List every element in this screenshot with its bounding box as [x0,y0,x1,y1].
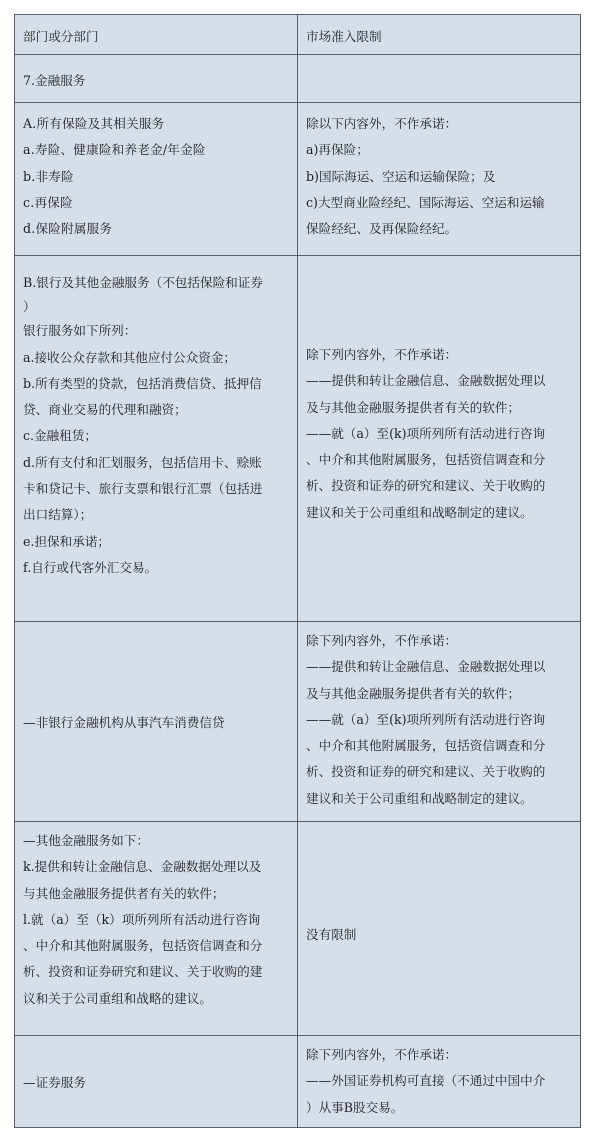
text-line: 贷、商业交易的代理和融资； [23,402,187,418]
text-line: b.非寿险 [23,168,74,184]
other-finance-limits-text: 没有限制 [306,927,357,942]
text-line: 析、投资和证券的研究和建议、关于收购的 [306,764,546,780]
text-line: ——就（a）至(k)项所列所有活动进行咨询 [306,711,546,727]
banking-sector-text [23,270,293,581]
insurance-sector-cell [14,103,298,256]
text-line: c.金融租赁； [23,428,98,444]
text-line: l.就（a）至（k）项所列所有活动进行咨询 [23,911,261,927]
text-line: ——就（a）至(k)项所列所有活动进行咨询 [306,425,546,441]
text-line: d.保险附属服务 [23,221,113,237]
text-line: A.所有保险及其相关服务 [23,116,165,131]
insurance-sector-text [23,111,293,242]
header-sector-label: 部门或分部门 [23,29,99,44]
section-title-cell [14,55,298,103]
section-title: 7.金融服务 [23,73,86,88]
text-line: ——外国证券机构可直接（不通过中国中介 [306,1073,546,1089]
text-line: 除下列内容外，不作承诺： [306,1047,458,1062]
text-line: a.接收公众存款和其他应付公众资金； [23,349,237,365]
text-line: 、中介和其他附属服务，包括资信调查和分 [23,938,263,954]
header-cell-market-access [298,14,581,55]
text-line: ——提供和转让金融信息、金融数据处理以 [306,373,546,389]
text-line: 及与其他金融服务提供者有关的软件； [306,399,521,415]
other-finance-sector-cell [14,822,298,1036]
banking-limits-text [306,342,576,526]
securities-limits-text [306,1042,576,1121]
text-line: —其他金融服务如下： [23,833,149,848]
text-line: ——提供和转让金融信息、金融数据处理以 [306,659,546,675]
text-line: 、中介和其他附属服务，包括资信调查和分 [306,452,546,468]
auto-credit-limits-text [306,628,576,812]
text-line: B.银行及其他金融服务（不包括保险和证券 [23,275,263,290]
securities-sector-cell [14,1036,298,1128]
text-line: 除下列内容外，不作承诺： [306,633,458,648]
other-finance-sector-text [23,828,293,1012]
header-cell-sector [14,14,298,55]
banking-limits-cell [298,256,581,622]
text-line: 析、投资和证券的研究和建议、关于收购的 [306,478,546,494]
section-title-empty-cell [298,55,581,103]
text-line: c.再保险 [23,194,73,210]
text-line: c)大型商业险经纪、国际海运、空运和运输 [306,194,545,210]
text-line: b)国际海运、空运和运输保险；及 [306,168,496,184]
text-line: 析、投资和证券研究和建议、关于收购的建 [23,964,263,980]
text-line: 建议和关于公司重组和战略制定的建议。 [306,504,533,520]
banking-sector-cell [14,256,298,622]
securities-sector-text: —证券服务 [23,1075,86,1090]
text-line: 出口结算）； [23,507,93,523]
text-line: 除以下内容外，不作承诺： [306,116,458,131]
securities-limits-cell [298,1036,581,1128]
text-line: a)再保险； [306,142,369,158]
text-line: 银行服务如下所列： [23,323,137,339]
header-market-access-label: 市场准入限制 [306,29,382,44]
text-line: e.担保和承诺； [23,533,111,549]
text-line: a.寿险、健康险和养老金/年金险 [23,142,206,158]
text-line: 与其他金融服务提供者有关的软件； [23,885,225,901]
insurance-limits-cell [298,103,581,256]
text-line: 除下列内容外，不作承诺： [306,347,458,362]
text-line: 、中介和其他附属服务，包括资信调查和分 [306,738,546,754]
text-line: 议和关于公司重组和战略的建议。 [23,990,212,1006]
text-line: 及与其他金融服务提供者有关的软件； [306,685,521,701]
text-line: ）从事B股交易。 [306,1099,404,1115]
text-line: 保险经纪、及再保险经纪。 [306,221,458,237]
text-line: 建议和关于公司重组和战略制定的建议。 [306,790,533,806]
text-line: 卡和贷记卡、旅行支票和银行汇票（包括进 [23,481,263,497]
text-line: b.所有类型的贷款，包括消费信贷、抵押信 [23,375,262,391]
text-line: f.自行或代客外汇交易。 [23,559,158,575]
auto-credit-sector-text: —非银行金融机构从事汽车消费信贷 [23,715,225,730]
text-line: d.所有支付和汇划服务，包括信用卡、赊账 [23,454,262,470]
auto-credit-limits-cell [298,622,581,822]
other-finance-limits-cell [298,822,581,1036]
insurance-limits-text [306,111,576,242]
auto-credit-sector-cell [14,622,298,822]
text-line: ） [23,299,36,315]
text-line: k.提供和转让金融信息、金融数据处理以及 [23,859,262,875]
